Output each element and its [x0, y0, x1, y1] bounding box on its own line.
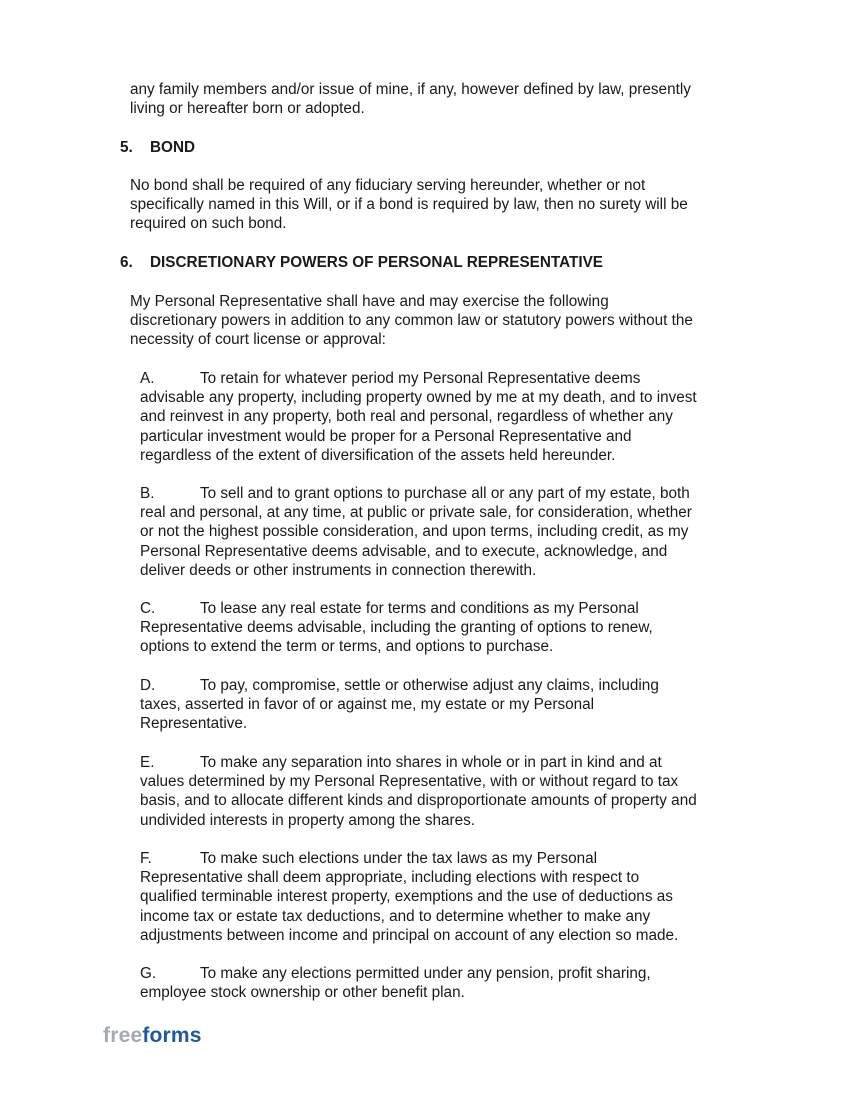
- section-5-body: No bond shall be required of any fiduciary serving hereunder, whether or not specifically named in this Will, or if a bond is required by law, then no surety will be required on such bond.: [130, 177, 688, 233]
- power-item-b: [140, 484, 780, 580]
- power-item-letter: B.: [140, 485, 155, 502]
- power-item-d: [140, 676, 780, 734]
- power-item-text: To pay, compromise, settle or otherwise adjust any claims, including taxes, asserted in favor of or against me, my estate or my Personal Representative.: [140, 677, 659, 733]
- power-item-a: [140, 369, 780, 465]
- power-item-text: To sell and to grant options to purchase all or any part of my estate, both real and personal, at any time, at public or private sale, for consideration, whether or not the highest possible consideration, and upon terms, including credit, as my Personal Representative deems advisable, and to execute, acknowledge, and deliver deeds or other instruments in connection therewith.: [140, 485, 692, 579]
- power-item-letter: E.: [140, 754, 155, 771]
- section-5-title: BOND: [150, 139, 196, 156]
- power-item-e: [140, 753, 780, 830]
- logo-forms-text: forms: [142, 1024, 202, 1047]
- power-item-letter: A.: [140, 370, 155, 387]
- power-item-c: [140, 599, 780, 657]
- power-item-letter: D.: [140, 677, 156, 694]
- section-6-body: My Personal Representative shall have and may exercise the following discretionary powers in addition to any common law or statutory powers without the necessity of court license or approval:: [130, 293, 693, 349]
- power-item-text: To make such elections under the tax laws as my Personal Representative shall deem appropriate, including elections with respect to qualified terminable interest property, exemptions and the use of deductions as income tax or estate tax deductions, and to determine whether to make any adjustments between income and principal on account of any election so made.: [140, 850, 679, 944]
- power-item-text: To lease any real estate for terms and conditions as my Personal Representative deems advisable, including the granting of options to renew, options to extend the term or terms, and options to purchase.: [140, 600, 653, 656]
- section-6-number: 6.: [120, 254, 133, 271]
- section-6-title: DISCRETIONARY POWERS OF PERSONAL REPRESENTATIVE: [150, 254, 604, 271]
- logo-free-text: free: [103, 1024, 143, 1047]
- power-item-f: [140, 849, 780, 945]
- power-item-text: To retain for whatever period my Personal Representative deems advisable any property, including property owned by me at my death, and to invest and reinvest in any property, both real and personal, regardless of whether any particular investment would be proper for a Personal Representative and regardless of the extent of diversification of the assets held hereunder.: [140, 370, 697, 464]
- section-6-heading: [120, 253, 780, 272]
- freeforms-logo[interactable]: [103, 1026, 202, 1045]
- section-5-heading: [120, 138, 780, 157]
- power-item-letter: F.: [140, 850, 152, 867]
- intro-paragraph: any family members and/or issue of mine, if any, however defined by law, presently living or hereafter born or adopted.: [130, 81, 691, 118]
- power-item-text: To make any elections permitted under any pension, profit sharing, employee stock ownership or other benefit plan.: [140, 965, 651, 1002]
- power-item-letter: G.: [140, 965, 157, 982]
- power-item-text: To make any separation into shares in whole or in part in kind and at values determined by my Personal Representative, with or without regard to tax basis, and to allocate different kinds and disproportionate amounts of property and undivided interests in property among the shares.: [140, 754, 697, 829]
- power-item-letter: C.: [140, 600, 156, 617]
- power-item-g: [140, 964, 780, 1002]
- section-5-number: 5.: [120, 139, 133, 156]
